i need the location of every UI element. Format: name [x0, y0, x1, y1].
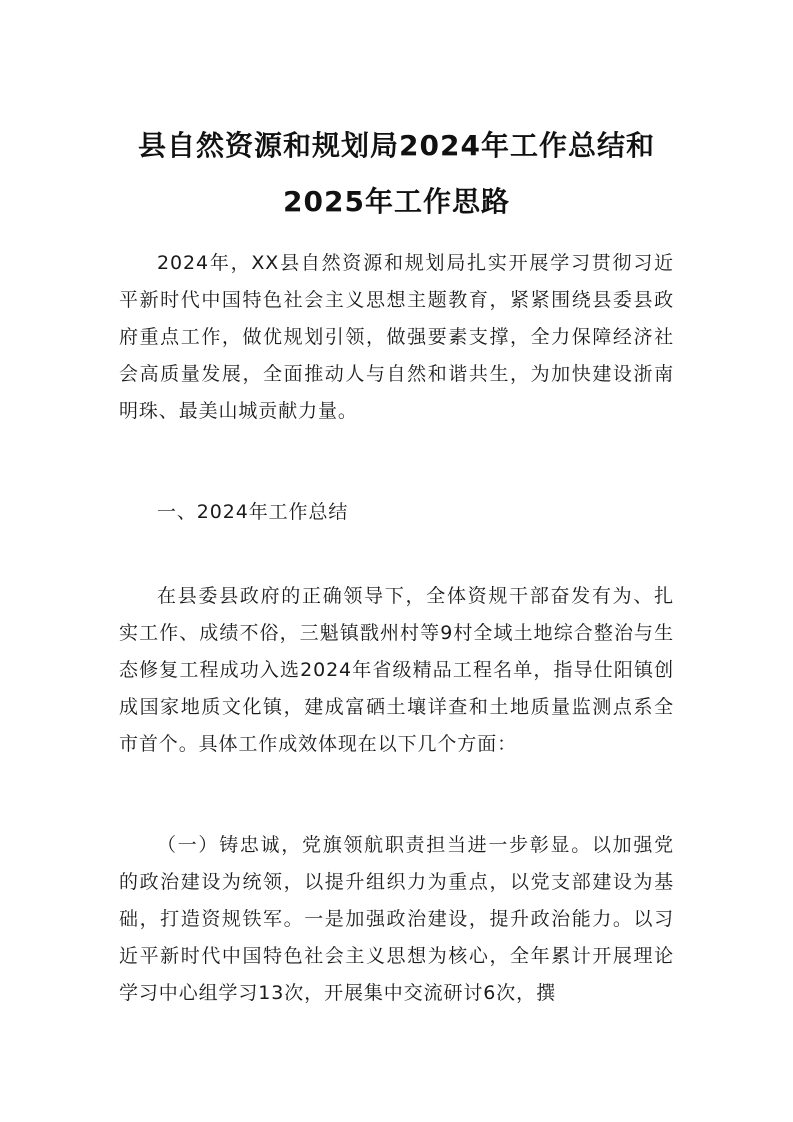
title-line-2: 2025年工作思路 — [283, 185, 510, 218]
intro-paragraph: 2024年，XX县自然资源和规划局扎实开展学习贯彻习近平新时代中国特色社会主义思想主题教育，紧紧围绕县委县政府重点工作，做优规划引领，做强要素支撑，全力保障经济社会高质量发展，全面推动人与自然和谐共生，为加快建设浙南明珠、最美山城贡献力量。 — [119, 252, 674, 422]
document-title — [119, 118, 674, 230]
title-line-1: 县自然资源和规划局2024年工作总结和 — [138, 129, 655, 162]
section-summary-block — [119, 578, 674, 763]
section-summary-paragraph: 在县委县政府的正确领导下，全体资规干部奋发有为、扎实工作、成绩不俗，三魁镇戬州村等9村全域土地综合整治与生态修复工程成功入选2024年省级精品工程名单，指导仕阳镇创成国家地质文化镇，建成富硒土壤详查和土地质量监测点系全市首个。具体工作成效体现在以下几个方面： — [119, 585, 674, 755]
subsection-block — [119, 827, 674, 1012]
section-heading-block — [119, 494, 674, 531]
section-heading: 一、2024年工作总结 — [157, 501, 349, 523]
subsection-paragraph: （一）铸忠诚，党旗领航职责担当进一步彰显。以加强党的政治建设为统领，以提升组织力为重点，以党支部建设为基础，打造资规铁军。一是加强政治建设，提升政治能力。以习近平新时代中国特色社会主义思想为核心，全年累计开展理论学习中心组学习13次，开展集中交流研讨6次，撰 — [119, 834, 674, 1004]
intro-block — [119, 245, 674, 430]
